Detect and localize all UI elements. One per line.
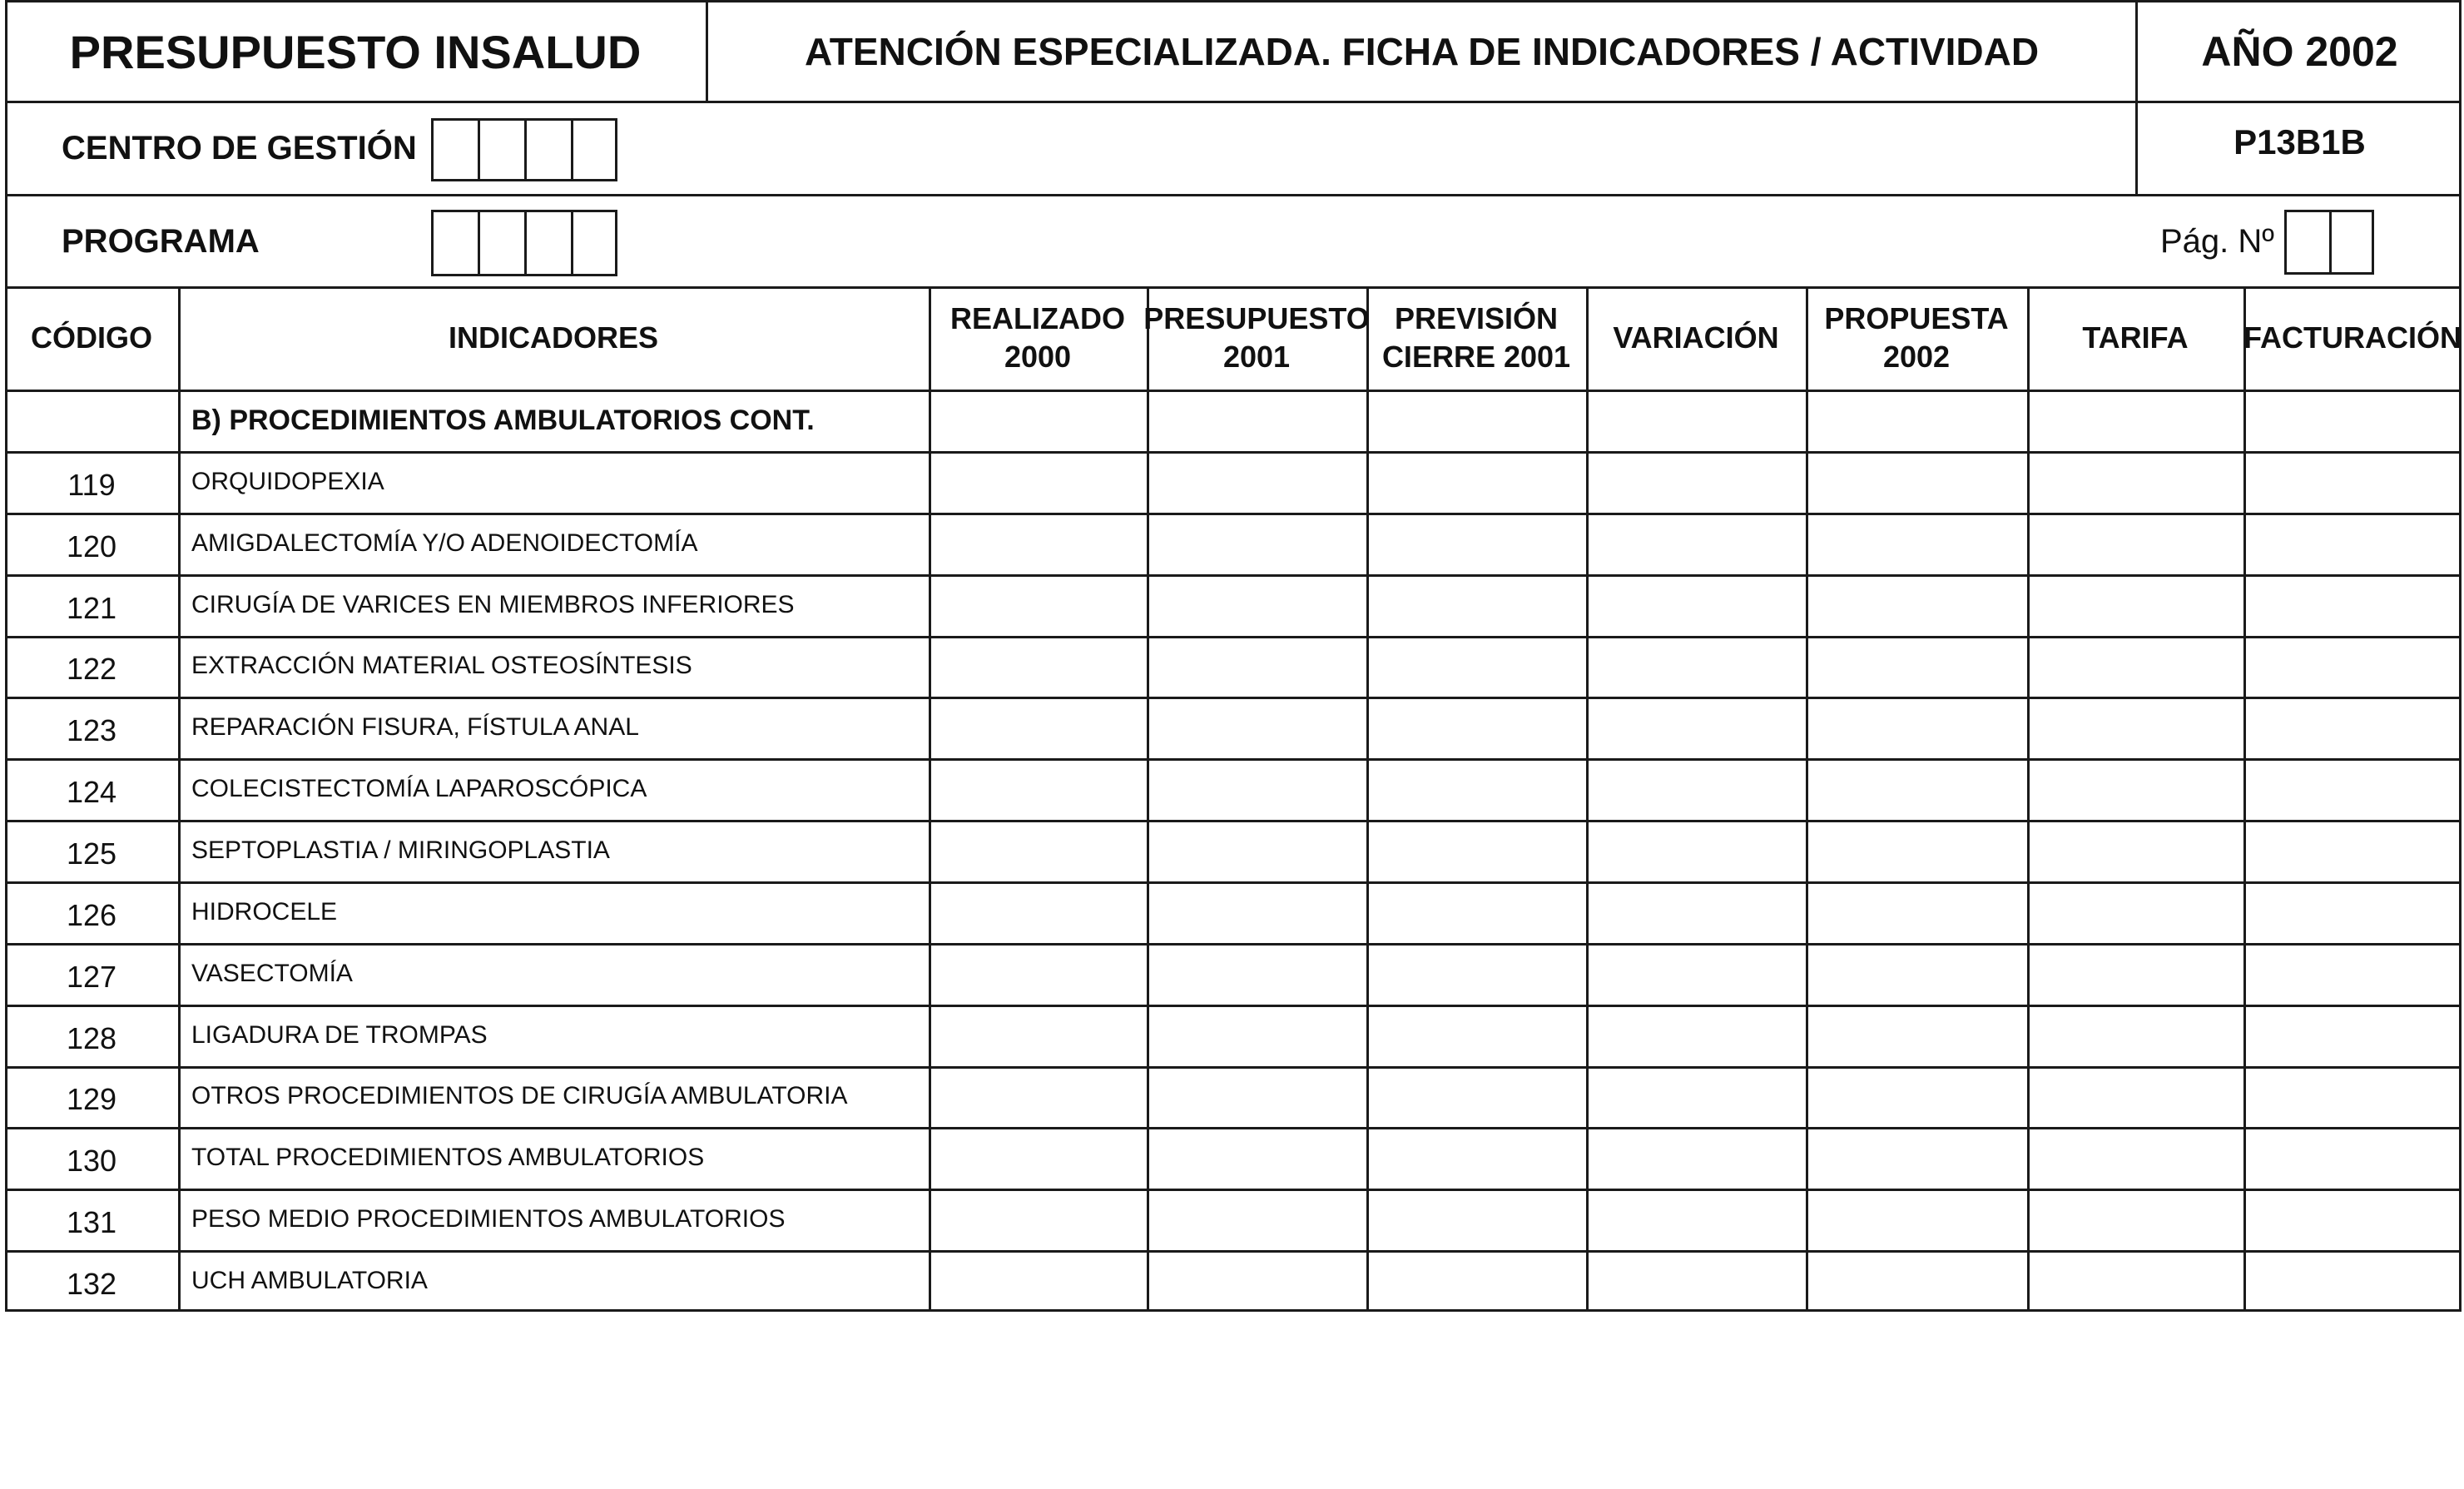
programa-label: PROGRAMA — [62, 222, 260, 260]
value-cell[interactable] — [1589, 822, 1806, 881]
value-cell[interactable] — [931, 946, 1147, 1005]
value-cell[interactable] — [2030, 1129, 2243, 1189]
value-cell[interactable] — [2246, 946, 2462, 1005]
value-cell[interactable] — [2030, 454, 2243, 513]
column-header: PRESUPUESTO 2001 — [1143, 301, 1370, 374]
value-cell[interactable] — [1808, 515, 2027, 574]
row-indicator: CIRUGÍA DE VARICES EN MIEMBROS INFERIORES — [191, 590, 795, 618]
centro-code-box-1[interactable] — [431, 118, 480, 181]
value-cell[interactable] — [2030, 822, 2243, 881]
programa-code-box-4[interactable] — [571, 210, 617, 276]
value-cell[interactable] — [1808, 454, 2027, 513]
centro-code-boxes[interactable] — [431, 118, 617, 181]
row-code: 125 — [66, 836, 117, 871]
column-header: PREVISIÓN CIERRE 2001 — [1381, 301, 1571, 374]
row-indicator: EXTRACCIÓN MATERIAL OSTEOSÍNTESIS — [191, 652, 692, 680]
value-cell[interactable] — [2246, 577, 2462, 636]
value-cell[interactable] — [2246, 454, 2462, 513]
value-cell[interactable] — [931, 1007, 1147, 1066]
row-code: 127 — [66, 959, 117, 994]
value-cell[interactable] — [1369, 638, 1586, 697]
value-cell[interactable] — [1149, 1129, 1366, 1189]
value-cell[interactable] — [1589, 761, 1806, 820]
row-code: 128 — [66, 1020, 117, 1055]
row-indicator: PESO MEDIO PROCEDIMIENTOS AMBULATORIOS — [191, 1205, 786, 1233]
value-cell[interactable] — [1808, 1007, 2027, 1066]
value-cell[interactable] — [931, 699, 1147, 758]
value-cell[interactable] — [1589, 699, 1806, 758]
value-cell[interactable] — [931, 454, 1147, 513]
value-cell[interactable] — [931, 515, 1147, 574]
value-cell[interactable] — [931, 1191, 1147, 1250]
value-cell[interactable] — [2246, 699, 2462, 758]
value-cell[interactable] — [2246, 884, 2462, 943]
value-cell[interactable] — [931, 761, 1147, 820]
value-cell[interactable] — [2030, 946, 2243, 1005]
value-cell[interactable] — [1808, 946, 2027, 1005]
row-code: 132 — [66, 1267, 117, 1302]
value-cell[interactable] — [1149, 1253, 1366, 1312]
column-header: VARIACIÓN — [1613, 320, 1779, 355]
value-cell[interactable] — [1589, 515, 1806, 574]
row-indicator: SEPTOPLASTIA / MIRINGOPLASTIA — [191, 836, 610, 865]
value-cell[interactable] — [1589, 577, 1806, 636]
column-header: TARIFA — [2082, 320, 2189, 355]
value-cell[interactable] — [1369, 577, 1586, 636]
value-cell[interactable] — [1369, 946, 1586, 1005]
value-cell[interactable] — [1589, 1191, 1806, 1250]
value-cell[interactable] — [1808, 822, 2027, 881]
row-code: 131 — [66, 1205, 117, 1240]
column-header: REALIZADO 2000 — [950, 301, 1125, 374]
programa-code-box-3[interactable] — [524, 210, 573, 276]
value-cell[interactable] — [1589, 1007, 1806, 1066]
value-cell[interactable] — [931, 884, 1147, 943]
form-year: AÑO 2002 — [2201, 28, 2398, 75]
value-cell[interactable] — [1149, 761, 1366, 820]
value-cell[interactable] — [1808, 761, 2027, 820]
value-cell[interactable] — [2246, 1129, 2462, 1189]
value-cell[interactable] — [1149, 884, 1366, 943]
row-code: 126 — [66, 897, 117, 932]
page-number-boxes[interactable] — [2284, 210, 2374, 275]
value-cell[interactable] — [931, 1253, 1147, 1312]
value-cell[interactable] — [1369, 699, 1586, 758]
row-indicator: HIDROCELE — [191, 897, 338, 926]
row-indicator: TOTAL PROCEDIMIENTOS AMBULATORIOS — [191, 1144, 705, 1172]
value-cell[interactable] — [931, 1069, 1147, 1128]
value-cell[interactable] — [1808, 638, 2027, 697]
value-cell[interactable] — [2030, 761, 2243, 820]
value-cell[interactable] — [1589, 454, 1806, 513]
row-indicator: UCH AMBULATORIA — [191, 1267, 428, 1295]
value-cell[interactable] — [2030, 1007, 2243, 1066]
value-cell[interactable] — [2030, 699, 2243, 758]
value-cell[interactable] — [1149, 822, 1366, 881]
value-cell[interactable] — [1149, 699, 1366, 758]
value-cell[interactable] — [1149, 946, 1366, 1005]
value-cell[interactable] — [1149, 638, 1366, 697]
value-cell[interactable] — [2246, 822, 2462, 881]
row-indicator: VASECTOMÍA — [191, 959, 353, 987]
value-cell[interactable] — [1149, 1007, 1366, 1066]
value-cell[interactable] — [1589, 1069, 1806, 1128]
value-cell[interactable] — [1808, 1129, 2027, 1189]
value-cell[interactable] — [2030, 1069, 2243, 1128]
centro-label: CENTRO DE GESTIÓN — [62, 130, 417, 166]
value-cell[interactable] — [1589, 638, 1806, 697]
row-indicator: ORQUIDOPEXIA — [191, 467, 384, 495]
value-cell[interactable] — [1808, 1191, 2027, 1250]
value-cell[interactable] — [2030, 638, 2243, 697]
row-code: 129 — [66, 1082, 117, 1117]
row-code: 121 — [66, 590, 117, 625]
value-cell[interactable] — [1149, 1191, 1366, 1250]
column-header: FACTURACIÓN — [2243, 320, 2462, 355]
centro-code-box-4[interactable] — [571, 118, 617, 181]
value-cell[interactable] — [1149, 515, 1366, 574]
value-cell[interactable] — [1369, 1007, 1586, 1066]
value-cell[interactable] — [2246, 761, 2462, 820]
centro-code-box-3[interactable] — [524, 118, 573, 181]
value-cell[interactable] — [931, 1129, 1147, 1189]
programa-code-box-2[interactable] — [478, 210, 527, 276]
programa-row — [5, 194, 2462, 289]
value-cell[interactable] — [1369, 1191, 1586, 1250]
value-cell[interactable] — [1808, 884, 2027, 943]
row-indicator: OTROS PROCEDIMIENTOS DE CIRUGÍA AMBULATORIA — [191, 1082, 848, 1110]
value-cell[interactable] — [1369, 1129, 1586, 1189]
centro-code-box-2[interactable] — [478, 118, 527, 181]
value-cell[interactable] — [1808, 699, 2027, 758]
value-cell[interactable] — [2030, 884, 2243, 943]
indicator-table — [5, 286, 2462, 1312]
form-code: P13B1B — [2233, 122, 2366, 161]
value-cell[interactable] — [2246, 1191, 2462, 1250]
column-header: PROPUESTA 2002 — [1824, 301, 2009, 374]
value-cell[interactable] — [931, 577, 1147, 636]
programa-code-boxes[interactable] — [431, 210, 617, 276]
programa-code-box-1[interactable] — [431, 210, 480, 276]
value-cell[interactable] — [1369, 1069, 1586, 1128]
value-cell[interactable] — [1369, 454, 1586, 513]
page-number-box-1[interactable] — [2284, 210, 2332, 275]
value-cell[interactable] — [931, 822, 1147, 881]
value-cell[interactable] — [1369, 515, 1586, 574]
value-cell[interactable] — [1369, 822, 1586, 881]
value-cell[interactable] — [2030, 1191, 2243, 1250]
value-cell[interactable] — [2030, 577, 2243, 636]
value-cell[interactable] — [1369, 1253, 1586, 1312]
row-code: 123 — [66, 713, 117, 748]
value-cell[interactable] — [1808, 1069, 2027, 1128]
row-code: 124 — [66, 775, 117, 810]
value-cell[interactable] — [1369, 761, 1586, 820]
value-cell[interactable] — [2246, 638, 2462, 697]
value-cell[interactable] — [2246, 515, 2462, 574]
row-indicator: COLECISTECTOMÍA LAPAROSCÓPICA — [191, 775, 647, 803]
value-cell[interactable] — [1149, 577, 1366, 636]
page-number-box-2[interactable] — [2329, 210, 2374, 275]
value-cell[interactable] — [1149, 1069, 1366, 1128]
row-code: 120 — [66, 529, 117, 563]
column-header: INDICADORES — [448, 320, 659, 355]
value-cell[interactable] — [1369, 884, 1586, 943]
row-indicator: AMIGDALECTOMÍA Y/O ADENOIDECTOMÍA — [191, 529, 698, 557]
value-cell[interactable] — [1589, 946, 1806, 1005]
value-cell[interactable] — [2246, 1007, 2462, 1066]
column-header: CÓDIGO — [30, 320, 152, 355]
value-cell[interactable] — [1808, 577, 2027, 636]
value-cell[interactable] — [1808, 1253, 2027, 1312]
value-cell[interactable] — [2246, 1253, 2462, 1312]
value-cell[interactable] — [1589, 1129, 1806, 1189]
row-code: 122 — [66, 652, 117, 687]
form-subtitle: ATENCIÓN ESPECIALIZADA. FICHA DE INDICADORES / ACTIVIDAD — [804, 30, 2040, 73]
row-indicator: REPARACIÓN FISURA, FÍSTULA ANAL — [191, 713, 639, 742]
value-cell[interactable] — [1149, 454, 1366, 513]
section-title: B) PROCEDIMIENTOS AMBULATORIOS CONT. — [191, 404, 815, 436]
value-cell[interactable] — [931, 638, 1147, 697]
value-cell[interactable] — [1589, 884, 1806, 943]
page-number-label: Pág. Nº — [2160, 222, 2274, 260]
value-cell[interactable] — [2030, 515, 2243, 574]
form-title: PRESUPUESTO INSALUD — [69, 25, 642, 78]
value-cell[interactable] — [2246, 1069, 2462, 1128]
value-cell[interactable] — [1589, 1253, 1806, 1312]
row-code: 130 — [66, 1144, 117, 1179]
row-indicator: LIGADURA DE TROMPAS — [191, 1020, 488, 1049]
value-cell[interactable] — [2030, 1253, 2243, 1312]
row-code: 119 — [67, 467, 116, 502]
